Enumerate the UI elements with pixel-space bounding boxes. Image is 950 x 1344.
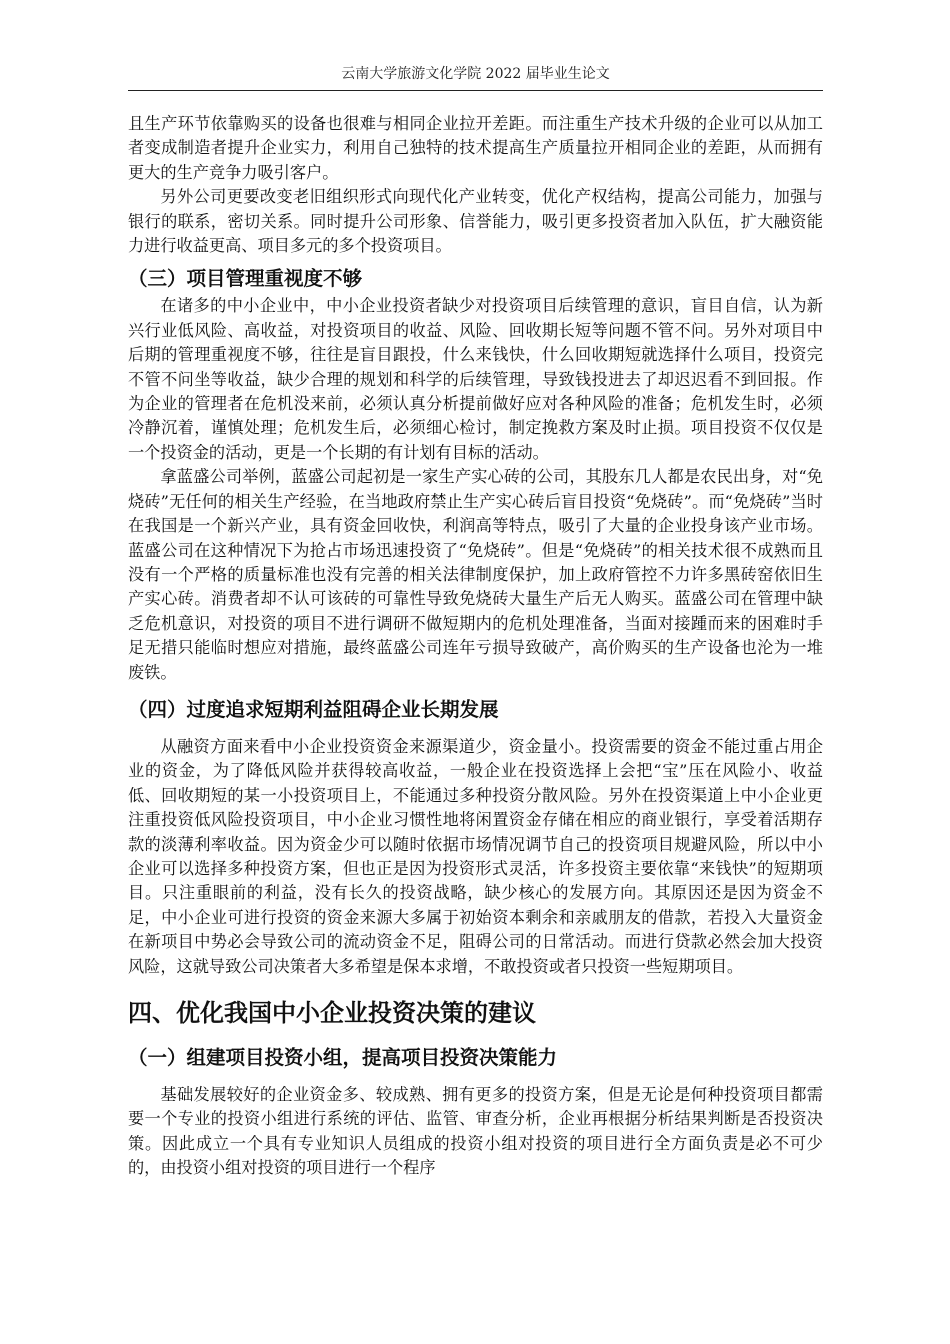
chapter-heading: 四、优化我国中小企业投资决策的建议 — [128, 999, 536, 1027]
paragraph: 且生产环节依靠购买的设备也很难与相同企业拉开差距。而注重生产技术升级的企业可以从加工者变成制造者提升企业实力，利用自己独特的技术提高生产质量拉开相同企业的差距，从而拥有更大的生产竞争力吸引客户。 — [128, 114, 823, 182]
paragraph: 在诸多的中小企业中，中小企业投资者缺少对投资项目后续管理的意识，盲目自信，认为新兴行业低风险、高收益，对投资项目的收益、风险、回收期长短等问题不管不问。另外对项目中后期的管理重视度不够，往往是盲目跟投，什么来钱快，什么回收期短就选择什么项目，投资完不管不问坐等收益，缺少合理的规划和科学的后续管理，导致钱投进去了却迟迟看不到回报。作为企业的管理者在危机没来前，必须认真分析提前做好应对各种风险的准备；危机发生时，必须冷静沉着，谨慎处理；危机发生后，必须细心检讨，制定挽救方案及时止损。项目投资不仅仅是一个投资金的活动，更是一个长期的有计划有目标的活动。 — [128, 296, 823, 462]
paragraph: 从融资方面来看中小企业投资资金来源渠道少，资金量小。投资需要的资金不能过重占用企业的资金，为了降低风险并获得较高收益，一般企业在投资选择上会把“宝”压在风险小、收益低、回收期短的某一小投资项目上，不能通过多种投资分散风险。另外在投资渠道上中小企业更注重投资低风险投资项目，中小企业习惯性地将闲置资金存储在相应的商业银行，享受着活期存款的淡薄利率收益。因为资金少可以随时依据市场情况调节自己的投资项目规避风险，所以中小企业可以选择多种投资方案，但也正是因为投资形式灵活，许多投资主要依靠“来钱快”的短期项目。只注重眼前的利益，没有长久的投资战略，缺少核心的发展方向。其原因还是因为资金不足，中小企业可进行投资的资金来源大多属于初始资本剩余和亲戚朋友的借款，若投入大量资金在新项目中势必会导致公司的流动资金不足，阻碍公司的日常活动。而进行贷款必然会加大投资风险，这就导致公司决策者大多希望是保本求增，不敢投资或者只投资一些短期项目。 — [128, 736, 823, 976]
document-body — [128, 112, 823, 1181]
section-heading: （四）过度追求短期利益阻碍企业长期发展 — [128, 697, 499, 721]
paragraph: 另外公司更要改变老旧组织形式向现代化产业转变，优化产权结构，提高公司能力，加强与银行的联系，密切关系。同时提升公司形象、信誉能力，吸引更多投资者加入队伍，扩大融资能力进行收益更高、项目多元的多个投资项目。 — [128, 187, 823, 256]
section-heading: （三）项目管理重视度不够 — [128, 267, 363, 291]
paragraph: 拿蓝盛公司举例，蓝盛公司起初是一家生产实心砖的公司，其股东几人都是农民出身，对“免烧砖”无任何的相关生产经验，在当地政府禁止生产实心砖后盲目投资“免烧砖”。而“免烧砖”当时在我国是一个新兴产业，具有资金回收快，利润高等特点，吸引了大量的企业投身该产业市场。蓝盛公司在这种情况下为抢占市场迅速投资了“免烧砖”。但是“免烧砖”的相关技术很不成熟而且没有一个严格的质量标准也没有完善的相关法律制度保护，加上政府管控不力许多黑砖窑依旧生产实心砖。消费者却不认可该砖的可靠性导致免烧砖大量生产后无人购买。蓝盛公司在管理中缺乏危机意识，对投资的项目不进行调研不做短期内的危机处理准备，当面对接踵而来的困难时手足无措只能临时想应对措施，最终蓝盛公司连年亏损导致破产，高价购买的生产设备也沦为一堆废铁。 — [128, 467, 823, 682]
page-header — [128, 64, 823, 91]
header-title: 云南大学旅游文化学院 2022 届毕业生论文 — [341, 66, 610, 82]
paragraph: 基础发展较好的企业资金多、较成熟、拥有更多的投资方案，但是无论是何种投资项目都需要一个专业的投资小组进行系统的评估、监管、审查分析，企业再根据分析结果判断是否投资决策。因此成立一个具有专业知识人员组成的投资小组对投资的项目进行全方面负责是必不可少的，由投资小组对投资的项目进行一个程序 — [128, 1085, 823, 1178]
section-heading: （一）组建项目投资小组，提高项目投资决策能力 — [128, 1046, 558, 1069]
